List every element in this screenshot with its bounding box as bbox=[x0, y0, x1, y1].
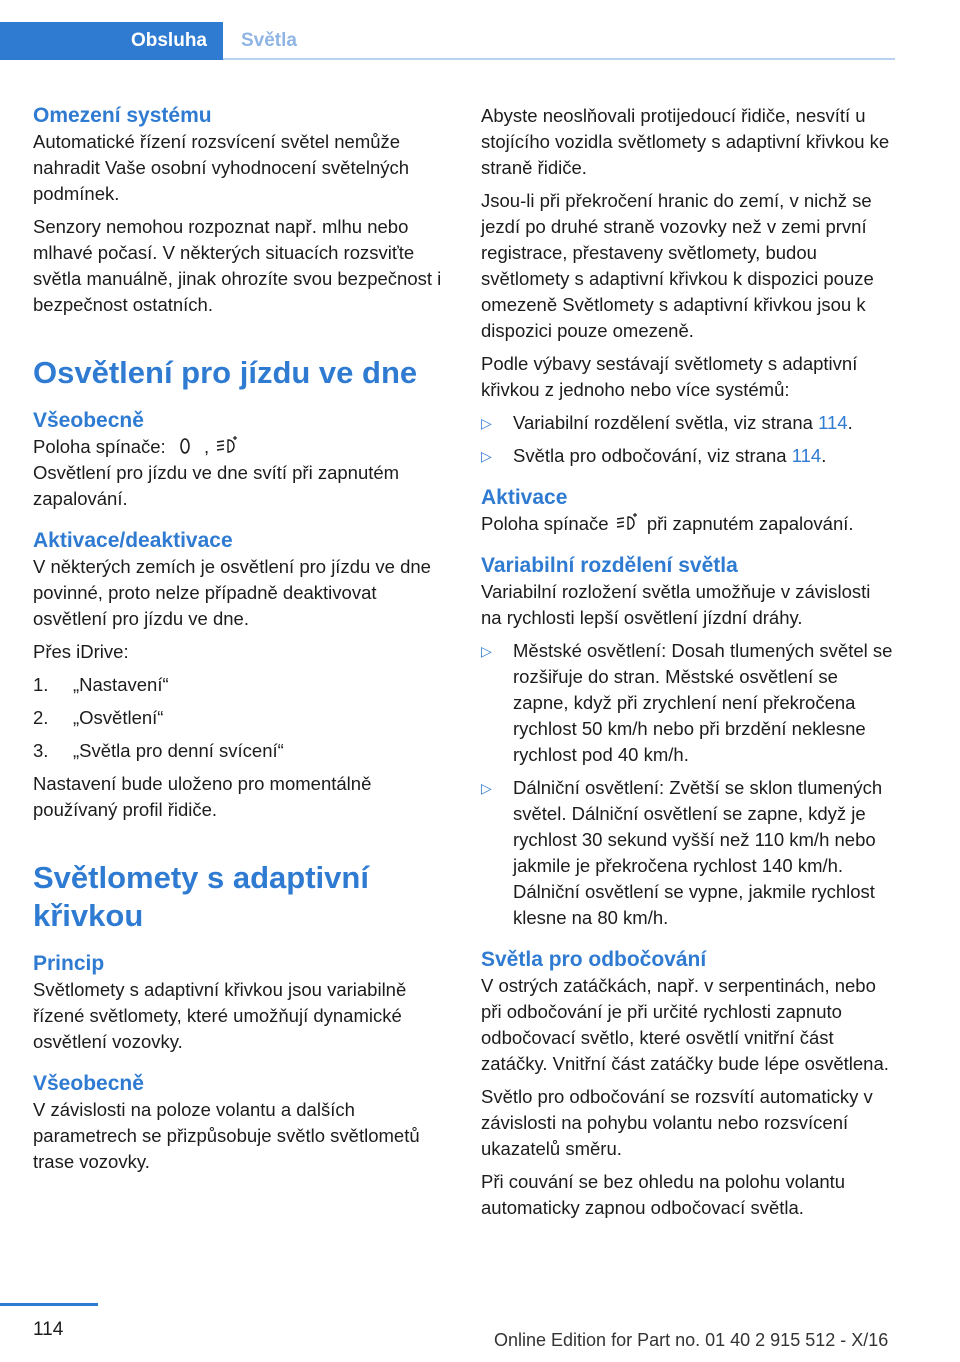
system-text bbox=[513, 410, 853, 436]
paragraph: Nastavení bude uloženo pro momentálně používaný profil řidiče. bbox=[33, 773, 372, 820]
heading-variabilni: Variabilní rozdělení světla bbox=[481, 554, 738, 577]
system-label: Variabilní rozdělení světla, viz strana bbox=[513, 412, 819, 433]
headlight-auto-icon bbox=[614, 513, 642, 533]
bullet-triangle-icon: ▷ bbox=[481, 448, 492, 464]
list-item bbox=[33, 672, 448, 698]
heading-aktivace: Aktivace bbox=[481, 486, 568, 509]
list-item bbox=[33, 738, 448, 764]
header-tabs bbox=[0, 22, 960, 60]
separator: , bbox=[203, 436, 210, 457]
list-item bbox=[481, 410, 896, 436]
paragraph: Světlo pro odbočování se rozsvítí automaticky v závislosti na pohybu volantu nebo rozsvícení ukazatelů směru. bbox=[481, 1086, 873, 1159]
headlight-auto-icon bbox=[214, 436, 242, 456]
system-text bbox=[513, 443, 826, 469]
tab-obsluha[interactable] bbox=[0, 22, 223, 60]
paragraph: V ostrých zatáčkách, např. v serpentinách, nebo při odbočování je při určité rychlosti zapnuto odbočovací světlo, které osvětlí vnitřní část zatáčky. Vnitřní část zatáčky bude lépe osvětlena. bbox=[481, 975, 889, 1074]
paragraph: Jsou-li při překročení hranic do zemí, v nichž se jezdí po druhé straně vozovky než v zemi první registrace, přestaveny světlomety, budou světlomety s adaptivní křivkou k dispozici pouze omezeně Světlomety s adaptivní křivkou jsou k dispozici pouze omezeně. bbox=[481, 190, 874, 341]
footer-accent-line bbox=[0, 1303, 98, 1306]
heading-vseobecne: Všeobecně bbox=[33, 409, 144, 432]
heading-princip: Princip bbox=[33, 952, 105, 975]
mode-text: Městské osvětlení: Dosah tlumených světel se rozšiřuje do stran. Městské osvětlení se zapne, když při zrychlení není překročena rychlost 50 km/h nebo při brzdění neklesne rychlost pod 40 km/h. bbox=[513, 640, 893, 765]
step-text: „Osvětlení“ bbox=[73, 707, 164, 728]
page-number: 114 bbox=[33, 1319, 64, 1340]
activation-rest: při zapnutém zapalování. bbox=[646, 513, 854, 534]
switch-position-line bbox=[33, 434, 448, 460]
page-link[interactable]: 114 bbox=[818, 412, 848, 433]
bullet-triangle-icon: ▷ bbox=[481, 415, 492, 431]
switch-zero-icon bbox=[171, 436, 199, 456]
system-label: Světla pro odbočování, viz strana bbox=[513, 445, 792, 466]
paragraph: Osvětlení pro jízdu ve dne svítí při zapnutém zapalování. bbox=[33, 462, 400, 509]
list-item bbox=[481, 443, 896, 469]
paragraph: V některých zemích je osvětlení pro jízdu ve dne povinné, proto nelze případně deaktivovat osvětlení pro jízdu ve dne. bbox=[33, 556, 431, 629]
paragraph: Automatické řízení rozsvícení světel nemůže nahradit Vaše osobní vyhodnocení světelných podmínek. bbox=[33, 131, 410, 204]
tab-svetla-label: Světla bbox=[241, 30, 297, 51]
step-number: 2. bbox=[33, 707, 49, 728]
paragraph: Přes iDrive: bbox=[33, 641, 129, 662]
paragraph: Podle výbavy sestávají světlomety s adaptivní křivkou z jednoho nebo více systémů: bbox=[481, 353, 858, 400]
list-item bbox=[481, 638, 896, 768]
edition-footer: Online Edition for Part no. 01 40 2 915 512 - X/16 bbox=[494, 1330, 889, 1350]
heading-vseobecne-2: Všeobecně bbox=[33, 1072, 144, 1095]
switch-position-label: Poloha spínače: bbox=[33, 436, 166, 457]
heading-omezeni: Omezení systému bbox=[33, 104, 212, 127]
right-column bbox=[481, 103, 896, 1221]
punct: . bbox=[821, 445, 827, 466]
heading-osvetleni-dne: Osvětlení pro jízdu ve dne bbox=[33, 355, 418, 390]
activation-label: Poloha spínače bbox=[481, 513, 609, 534]
paragraph: Při couvání se bez ohledu na polohu volantu automaticky zapnou odbočovací světla. bbox=[481, 1171, 846, 1218]
step-number: 1. bbox=[33, 674, 49, 695]
left-column bbox=[33, 103, 448, 1175]
heading-svetlomety-adaptivni: Světlomety s adaptivní křivkou bbox=[33, 860, 369, 933]
tab-obsluha-label: Obsluha bbox=[130, 30, 207, 51]
paragraph: Variabilní rozložení světla umožňuje v závislosti na rychlosti lepší osvětlení jízdní dráhy. bbox=[481, 581, 871, 628]
tab-svetla[interactable] bbox=[223, 22, 343, 60]
heading-aktivace-deaktivace: Aktivace/deaktivace bbox=[33, 529, 233, 552]
list-item bbox=[481, 775, 896, 931]
paragraph: Světlomety s adaptivní křivkou jsou variabilně řízené světlomety, které umožňují dynamické osvětlení vozovky. bbox=[33, 979, 407, 1052]
header-divider bbox=[223, 58, 895, 60]
page-link[interactable]: 114 bbox=[791, 445, 822, 466]
mode-text: Dálniční osvětlení: Zvětší se sklon tlumených světel. Dálniční osvětlení se zapne, když je rychlost 30 sekund vyšší než 110 km/h nebo jakmile je překročena rychlost 140 km/h. Dálniční osvětlení se vypne, jakmile rychlost klesne na 80 km/h. bbox=[513, 777, 883, 928]
bullet-triangle-icon: ▷ bbox=[481, 643, 492, 659]
paragraph: Abyste neoslňovali protijedoucí řidiče, nesvítí u stojícího vozidla světlomety s adaptivní křivkou ke straně řidiče. bbox=[481, 105, 890, 178]
activation-line bbox=[481, 511, 896, 537]
paragraph: Senzory nemohou rozpoznat např. mlhu nebo mlhavé počasí. V některých situacích rozsviťte světla manuálně, jinak ohrozíte svou bezpečnost i bezpečnost ostatních. bbox=[33, 216, 442, 315]
heading-odbocovani: Světla pro odbočování bbox=[481, 948, 707, 971]
punct: . bbox=[847, 412, 853, 433]
step-text: „Světla pro denní svícení“ bbox=[73, 740, 284, 761]
bullet-triangle-icon: ▷ bbox=[481, 780, 492, 796]
list-item bbox=[33, 705, 448, 731]
step-text: „Nastavení“ bbox=[73, 674, 169, 695]
step-number: 3. bbox=[33, 740, 49, 761]
paragraph: V závislosti na poloze volantu a dalších parametrech se přizpůsobuje světlo světlometů trase vozovky. bbox=[33, 1099, 420, 1172]
